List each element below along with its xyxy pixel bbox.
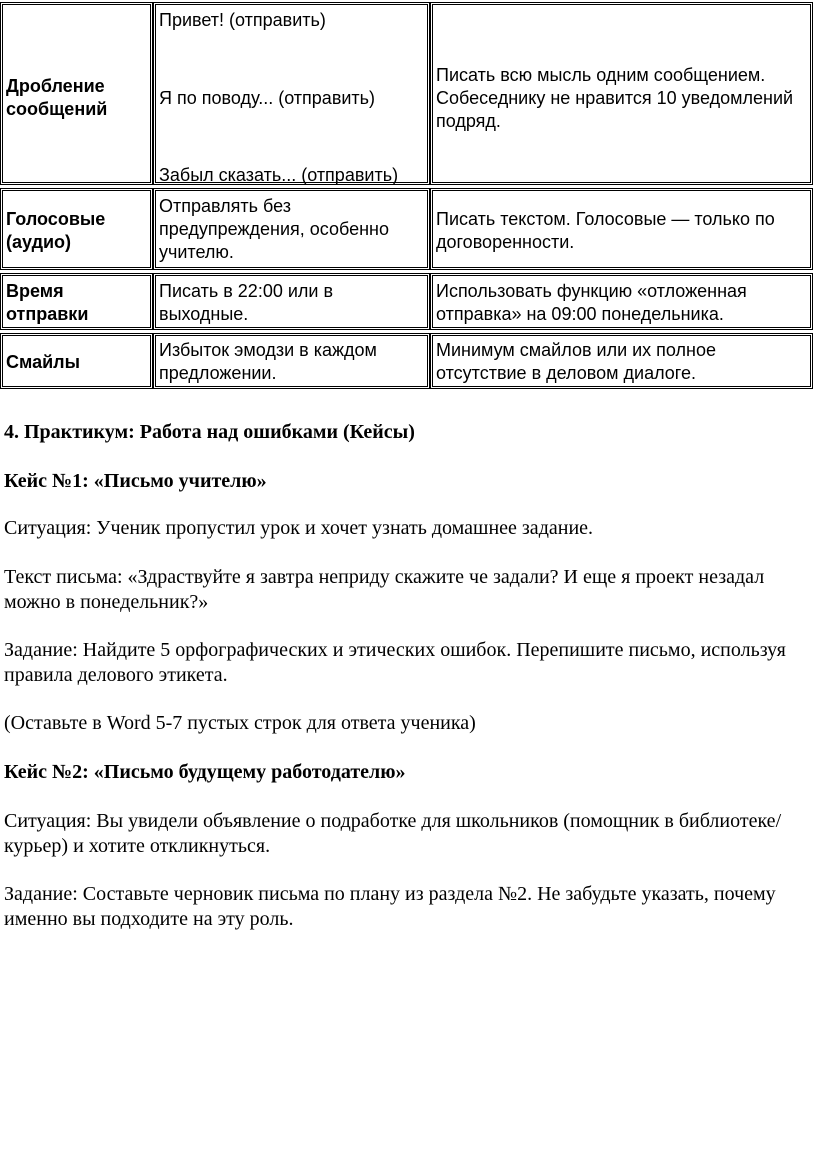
- case1-note: (Оставьте в Word 5-7 пустых строк для ответа ученика): [4, 712, 476, 734]
- good-text: Писать всю мысль одним сообщением. Собеседнику не нравится 10 уведомлений подряд.: [436, 65, 794, 131]
- good-text: Минимум смайлов или их полное отсутствие в деловом диалоге.: [436, 340, 717, 383]
- case1-letter: Текст письма: «Здраствуйте я завтра неприду скажите че задали? И еще я проект незадал можно в понедельник?»: [4, 566, 765, 613]
- row-label: Голосовые (аудио): [6, 209, 106, 252]
- section-heading: 4. Практикум: Работа над ошибками (Кейсы): [4, 421, 415, 443]
- row-label: Время отправки: [6, 281, 89, 324]
- case1-task: Задание: Найдите 5 орфографических и этических ошибок. Перепишите письмо, используя правила делового этикета.: [4, 639, 786, 686]
- case1-situation: Ситуация: Ученик пропустил урок и хочет узнать домашнее задание.: [4, 517, 594, 539]
- case2-task: Задание: Составьте черновик письма по плану из раздела №2. Не забудьте указать, почему именно вы подходите на эту роль.: [4, 883, 776, 930]
- row-label: Смайлы: [6, 352, 80, 372]
- document-body: [4, 0, 806, 1159]
- good-text: Писать текстом. Голосовые — только по договоренности.: [436, 209, 775, 252]
- good-text: Использовать функцию «отложенная отправка» на 09:00 понедельника.: [436, 281, 747, 324]
- bad-text: Избыток эмодзи в каждом предложении.: [159, 340, 377, 383]
- bad-line: Привет! (отправить): [159, 10, 326, 30]
- bad-text: Писать в 22:00 или в выходные.: [159, 281, 334, 324]
- bad-line: Я по поводу... (отправить): [159, 88, 376, 108]
- case2-situation: Ситуация: Вы увидели объявление о подработке для школьников (помощник в библиотеке/курьер) и хотите откликнуться.: [4, 810, 782, 857]
- row-label: Дробление сообщений: [6, 76, 108, 119]
- case1-title: Кейс №1: «Письмо учителю»: [4, 470, 267, 492]
- bad-line: Забыл сказать... (отправить): [159, 165, 399, 185]
- bad-text: Отправлять без предупреждения, особенно учителю.: [159, 196, 389, 262]
- case2-title: Кейс №2: «Письмо будущему работодателю»: [4, 761, 406, 783]
